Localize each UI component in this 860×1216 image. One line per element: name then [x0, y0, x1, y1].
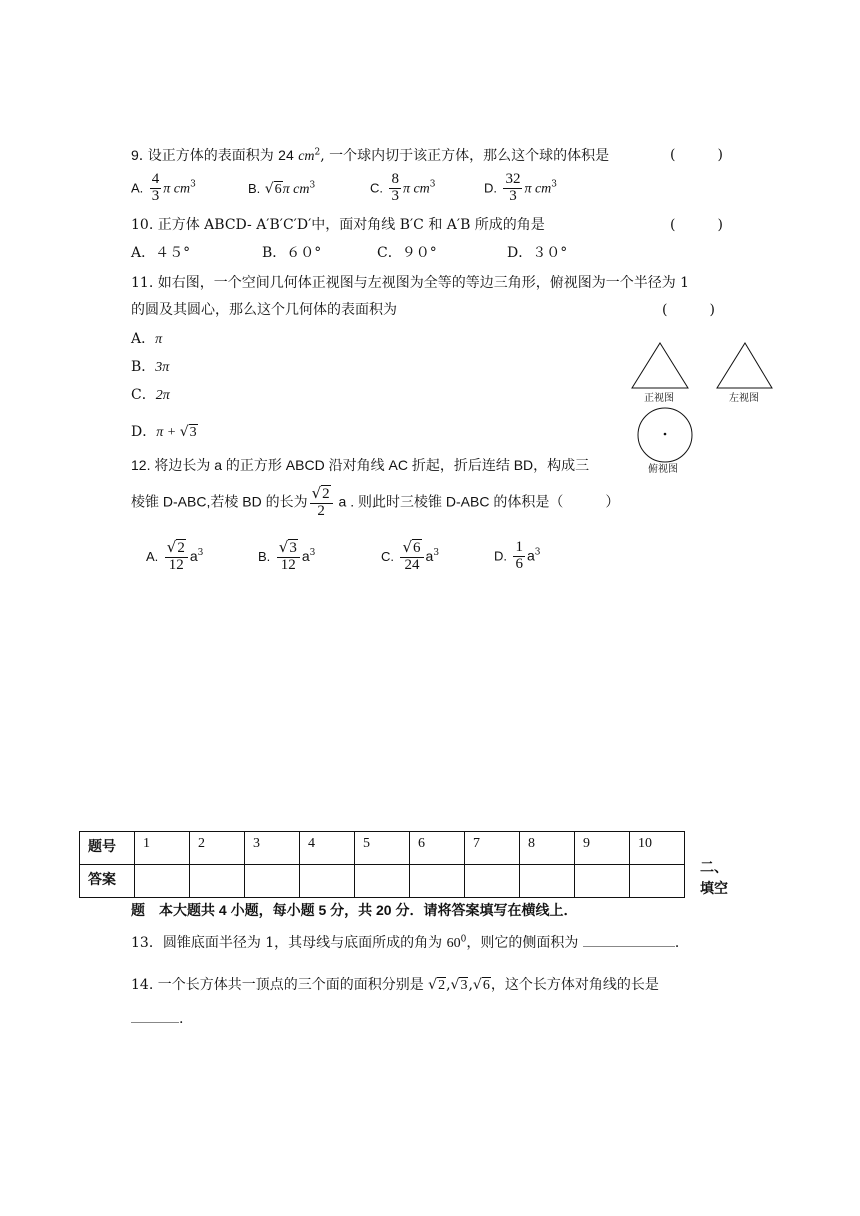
answer-table	[79, 831, 685, 898]
q11-stem-line1: 11. 如右图，一个空间几何体正视图与左视图为全等的等边三角形，俯视图为一个半径为 1	[131, 275, 690, 291]
choice-label: D.	[494, 548, 507, 564]
answer-cell[interactable]	[355, 865, 410, 898]
answer-cell[interactable]	[630, 865, 685, 898]
fraction	[277, 540, 300, 574]
q11-choice-b	[131, 360, 169, 375]
q12-text-a: 棱锥 D-ABC,若棱 BD 的长为	[131, 493, 308, 510]
q9-area-unit: cm	[298, 149, 315, 164]
choice-label: D．	[131, 424, 157, 440]
q10-choice-b: B．６０°	[262, 245, 322, 261]
choice-label: C.	[370, 180, 383, 196]
answer-cell[interactable]	[410, 865, 465, 898]
radicand: 3	[189, 425, 197, 440]
choice-tail: π cm	[524, 181, 552, 197]
radicand: 6	[274, 182, 282, 197]
choice-tail: a	[526, 547, 535, 564]
fraction-numerator: √6	[400, 540, 423, 558]
radicand: 2	[438, 978, 446, 993]
fraction-numerator: 1	[515, 539, 523, 555]
q9-text-b: , 一个球内切于该正方体，那么这个球的体积是	[320, 148, 610, 164]
q9-choice-d	[484, 172, 557, 205]
choice-value: π	[155, 332, 163, 347]
left-view-label: 左视图	[729, 393, 759, 404]
choice-tail: a	[425, 547, 434, 564]
radicand: 6	[482, 978, 490, 993]
q12-text-b: a . 则此时三棱锥 D-ABC 的体积是（	[334, 493, 564, 510]
choice-tail: a	[301, 547, 310, 564]
q13-answer-blank[interactable]	[583, 946, 675, 947]
q11-choice-c	[131, 388, 170, 403]
q14-answer-blank[interactable]	[131, 1022, 179, 1023]
q11-stem-line2: 的圆及其圆心，那么这个几何体的表面积为	[131, 302, 397, 318]
three-views-figure	[625, 338, 785, 483]
fraction	[310, 486, 333, 520]
fraction-numerator: 4	[151, 171, 160, 187]
q9-choice-a	[131, 172, 196, 205]
q12-choice-a	[146, 540, 203, 574]
fraction	[503, 172, 522, 205]
q13-angle: 60	[446, 936, 461, 951]
q13-tail: ．	[674, 935, 689, 951]
question-number-cell: 3	[245, 832, 300, 865]
choice-label: B．	[131, 359, 156, 375]
q14-tail: .	[179, 1011, 184, 1027]
q12-choice-c	[381, 540, 439, 574]
q12-stem-line2	[131, 486, 619, 520]
table-row	[80, 832, 685, 865]
choice-label: A.	[131, 180, 144, 196]
q9-number: 9	[131, 147, 139, 163]
fraction-denominator: 12	[168, 556, 184, 573]
answer-cell[interactable]	[245, 865, 300, 898]
radical: √6	[472, 977, 490, 993]
front-view-triangle	[632, 343, 688, 388]
question-number-cell: 8	[520, 832, 575, 865]
fraction-denominator: 3	[151, 187, 160, 204]
choice-exp: 3	[433, 548, 440, 559]
q10-choice-d: D．３０°	[507, 245, 568, 261]
radical: √2	[428, 977, 446, 993]
q13-text-b: ，则它的侧面积为	[466, 935, 579, 951]
question-number-cell: 2	[190, 832, 245, 865]
top-view-center-dot	[664, 433, 667, 436]
fraction	[150, 172, 162, 205]
q10-stem: 10. 正方体 ABCD- A′B′C′D′中，面对角线 B′C 和 A′B 所成的角是	[131, 217, 545, 233]
radicand: 3	[460, 978, 468, 993]
fraction-denominator: 24	[404, 556, 420, 573]
choice-exp: 3	[190, 179, 196, 190]
question-number-cell: 1	[135, 832, 190, 865]
choice-label: A．	[131, 331, 156, 347]
q9-text-a: . 设正方体的表面积为	[138, 148, 279, 164]
choice-value: 3π	[155, 360, 170, 375]
answer-cell[interactable]	[135, 865, 190, 898]
question-number-cell: 6	[410, 832, 465, 865]
radical: √3	[179, 424, 197, 440]
q12-stem-line1: 12. 将边长为 a 的正方形 ABCD 沿对角线 AC 折起，折后连结 BD，构成三	[131, 457, 590, 473]
choice-exp: 3	[197, 548, 204, 559]
question-number-cell: 5	[355, 832, 410, 865]
q10-choice-c: C．９０°	[377, 245, 437, 261]
choice-value: 2π	[155, 388, 170, 403]
q14-text-b: ，这个长方体对角线的长是	[490, 977, 659, 993]
fraction-numerator: √2	[165, 540, 188, 558]
radicand: 2	[177, 540, 185, 556]
q12-text-c: ）	[605, 493, 620, 510]
choice-label: D.	[484, 180, 497, 196]
q9-choice-b	[248, 182, 315, 197]
q14-answer-line	[131, 1012, 183, 1026]
table-row	[80, 865, 685, 898]
q9-choice-c	[370, 172, 436, 205]
radical: √3	[450, 977, 468, 993]
choice-label: C.	[381, 548, 394, 564]
fraction-denominator: 6	[515, 555, 523, 572]
fraction-denominator: 12	[280, 556, 296, 573]
fraction-numerator: √3	[277, 540, 300, 558]
fraction	[389, 172, 401, 205]
choice-tail: π cm	[163, 181, 191, 197]
question-number-cell: 10	[630, 832, 685, 865]
section2-title-a: 二、	[700, 859, 728, 875]
choice-exp: 3	[429, 179, 436, 190]
choice-label: A.	[146, 548, 159, 564]
choice-label: B.	[258, 548, 271, 564]
fraction-denominator: 3	[391, 187, 399, 204]
q11-bracket: ( )	[662, 302, 715, 318]
top-view-label: 俯视图	[648, 464, 678, 475]
question-number-cell: 9	[575, 832, 630, 865]
q10-bracket: ( )	[670, 217, 723, 233]
q12-choice-b	[258, 540, 315, 574]
q13-stem	[131, 936, 689, 951]
q13-text-a: 13．圆锥底面半径为 1，其母线与底面所成的角为	[131, 935, 447, 951]
fraction-numerator: 8	[391, 171, 399, 187]
choice-value: π +	[156, 425, 180, 440]
fraction-numerator: 32	[505, 171, 521, 187]
question-number-cell: 7	[465, 832, 520, 865]
q9-area-value: 24	[278, 147, 294, 163]
choice-tail: π cm	[282, 182, 310, 197]
answer-cell[interactable]	[575, 865, 630, 898]
answer-cell[interactable]	[520, 865, 575, 898]
fraction-numerator: √2	[310, 486, 333, 504]
q13-angle-unit: 0	[460, 934, 467, 945]
fraction	[165, 540, 188, 574]
choice-tail: a	[189, 547, 198, 564]
radicand: 6	[413, 540, 421, 556]
answer-table-header-number: 题号	[80, 832, 135, 865]
answer-cell[interactable]	[300, 865, 355, 898]
fraction-denominator: 2	[317, 502, 325, 519]
question-number-cell: 4	[300, 832, 355, 865]
section2-title-b: 填空	[700, 880, 728, 896]
answer-table-header-answer: 答案	[80, 865, 135, 898]
fraction-denominator: 3	[509, 187, 517, 204]
q11-choice-a	[131, 332, 162, 347]
fraction	[513, 540, 525, 573]
q14-stem: 14. 一个长方体共一顶点的三个面的面积分别是 √2,√3,√6，这个长方体对角线的长是	[131, 977, 659, 993]
q9-stem	[131, 148, 609, 164]
section2-instructions: 题 本大题共 4 小题，每小题 5 分，共 20 分．请将答案填写在横线上．	[131, 902, 578, 918]
left-view-triangle	[717, 343, 772, 388]
choice-exp: 3	[309, 180, 316, 191]
q9-area-exp: 2	[314, 147, 321, 158]
q12-choice-d	[494, 540, 540, 573]
front-view-label: 正视图	[644, 393, 674, 404]
radicand: 2	[322, 486, 330, 502]
choice-exp: 3	[551, 179, 558, 190]
choice-tail: π cm	[402, 181, 430, 197]
answer-cell[interactable]	[190, 865, 245, 898]
choice-exp: 3	[309, 548, 316, 559]
q10-choice-a: A．４５°	[131, 245, 191, 261]
q14-text-a: 14. 一个长方体共一顶点的三个面的面积分别是	[131, 977, 429, 993]
choice-exp: 3	[534, 547, 541, 558]
fraction	[400, 540, 423, 574]
radical: √6	[264, 181, 282, 197]
q9-bracket: ( )	[670, 147, 723, 163]
q11-choice-d	[131, 425, 198, 440]
choice-label: C．	[131, 387, 156, 403]
choice-label: B.	[248, 181, 261, 196]
radicand: 3	[289, 540, 297, 556]
answer-cell[interactable]	[465, 865, 520, 898]
